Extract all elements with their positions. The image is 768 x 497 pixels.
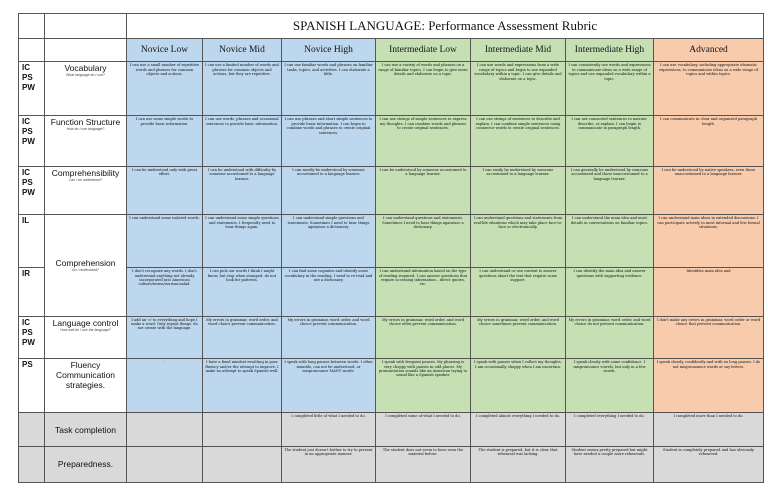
criterion-name: Task completion <box>55 424 116 435</box>
cell-prep-novice-mid <box>203 446 282 482</box>
cell-comprehensibility-advanced: I can be understood by native speakers, even those unaccustomed to a language learner. <box>654 166 764 214</box>
cell-reading-novice-mid: I can pick out words I think I might know, but stop when stumped, do not look for patterns. <box>203 268 282 316</box>
cell-fluency-intermediate-high: I speak clearly with some confidence. I mispronounce vowels, but only in a few words. <box>566 359 654 413</box>
criterion-language-control <box>45 316 127 359</box>
codes-text: IC PS PW <box>22 63 35 93</box>
criterion-name: Comprehensibility <box>51 167 120 178</box>
cell-comprehensibility-novice-high: I can mostly be understood by someone accustomed to a language learner. <box>282 166 376 214</box>
cell-control-advanced: I don't make any errors in grammar, word order or word choice that prevent communication. <box>654 316 764 359</box>
row-codes <box>19 215 45 268</box>
corner-blank <box>19 14 45 39</box>
cell-vocabulary-novice-high: I can use familiar words and phrases on familiar tasks, topics, and activities. I can elaborate a little. <box>282 62 376 116</box>
cell-reading-intermediate-low: I can understand information based on the type of reading required. I can answer questions that require accessing information – direct quotes, etc. <box>376 268 471 316</box>
criterion-function-structure <box>45 116 127 167</box>
cell-reading-novice-low: I don't recognize any words. I don't understand anything not already incorporated into American culture/terms/tourism/salad. <box>127 268 203 316</box>
codes-text: IL <box>22 216 30 226</box>
cell-function-intermediate-low: I can use strings of simple sentences to express my thoughts. I can combine words and phrases to create original sentences. <box>376 116 471 167</box>
cell-prep-novice-low <box>127 446 203 482</box>
cell-task-novice-low <box>127 413 203 447</box>
cell-vocabulary-intermediate-low: I can use a variety of words and phrases on a range of familiar topics. I can begin to give more details and elaborate on a topic. <box>376 62 471 116</box>
cell-control-intermediate-mid: My errors in grammar, word order, and word choice sometimes prevent communication. <box>471 316 566 359</box>
criterion-question: Can I be understood? <box>68 177 103 182</box>
cell-control-novice-high: My errors in grammar, word order, and word choice prevent communication. <box>282 316 376 359</box>
cell-fluency-novice-low: - <box>127 359 203 413</box>
criterion-question: How do I use language? <box>66 127 105 132</box>
row-codes-blank <box>19 446 45 482</box>
cell-fluency-intermediate-mid: I speak with pauses when I collect my thoughts. I am occasionally choppy when I am uncertain. <box>471 359 566 413</box>
cell-task-novice-high: I completed little of what I needed to do. <box>282 413 376 447</box>
codes-text: IC PS PW <box>22 317 35 347</box>
row-codes <box>19 166 45 214</box>
cell-function-intermediate-mid: I can use strings of sentences to describe and explain. I can combine simple sentences using connector words to create original sentences. <box>471 116 566 167</box>
codes-text: IR <box>22 269 30 279</box>
cell-control-novice-mid: My errors in grammar, word order, and word choice prevent communication. <box>203 316 282 359</box>
level-header-intermediate-mid: Intermediate Mid <box>471 38 566 62</box>
cell-reading-novice-high: I can find some cognates and identify some vocabulary in the reading. I need to re-read and use a dictionary. <box>282 268 376 316</box>
cell-function-advanced: I can communicate in clear and organized paragraph length. <box>654 116 764 167</box>
row-codes <box>19 316 45 359</box>
cell-vocabulary-advanced: I can use vocabulary, including appropriate idiomatic expressions, to communicate ideas on a wide range of topics and within topics. <box>654 62 764 116</box>
cell-control-novice-low: I add an 'o' to everything and hope I make a word. Only repeat things, do not create with the language. <box>127 316 203 359</box>
criterion-name: Function Structure <box>50 117 121 128</box>
criterion-preparedness <box>45 446 127 482</box>
cell-listening-intermediate-low: I can understand questions and statements. Sometimes I need to hear things again/use a dictionary. <box>376 215 471 268</box>
codes-text: PS <box>22 360 33 370</box>
page-title: SPANISH LANGUAGE: Performance Assessment Rubric <box>127 14 764 39</box>
cell-function-novice-mid: I can use words, phrases and occasional sentences to provide basic information. <box>203 116 282 167</box>
header-blank-2 <box>45 38 127 62</box>
cell-prep-intermediate-mid: The student is prepared, but it is clear that rehearsal was lacking. <box>471 446 566 482</box>
cell-fluency-novice-mid: I have a fixed mindset resulting in poor fluency and/or the attempt to improve. I make no attempt to speak Spanish well. <box>203 359 282 413</box>
cell-control-intermediate-low: My errors in grammar, word order, and word choice often prevent communication. <box>376 316 471 359</box>
cell-vocabulary-intermediate-mid: I can use words and expressions from a wide range of topics and begin to use expanded vocabulary within a topic. I can give details and elaborate on a topic. <box>471 62 566 116</box>
criterion-fluency <box>45 359 127 413</box>
level-header-novice-mid: Novice Mid <box>203 38 282 62</box>
cell-listening-advanced: I can understand main ideas in extended discussions. I can participate actively in most informal and few formal situations. <box>654 215 764 268</box>
cell-task-intermediate-mid: I completed almost everything I needed to do. <box>471 413 566 447</box>
criterion-comprehensibility <box>45 166 127 214</box>
header-blank <box>19 38 45 62</box>
row-codes <box>19 268 45 316</box>
criterion-vocabulary <box>45 62 127 116</box>
cell-task-intermediate-low: I completed some of what I needed to do. <box>376 413 471 447</box>
codes-text: IC PS PW <box>22 117 35 147</box>
cell-listening-intermediate-high: I can understand the main idea and most details in conversations on familiar topics. <box>566 215 654 268</box>
cell-prep-novice-high: The student just doesn't bother to try to present in an appropriate manner. <box>282 446 376 482</box>
cell-comprehensibility-intermediate-low: I can be understood by someone accustomed to a language learner. <box>376 166 471 214</box>
cell-task-novice-mid <box>203 413 282 447</box>
cell-vocabulary-novice-mid: I can use a limited number of words and phrases for common objects and actions, but they are repetitive. <box>203 62 282 116</box>
criterion-question: How well do I use the language? <box>60 327 111 332</box>
level-header-intermediate-low: Intermediate Low <box>376 38 471 62</box>
cell-fluency-intermediate-low: I speak with frequent pauses. My phrasing is very choppy with pauses in odd places. My pronunciation sounds like an American trying to sound like a Spanish speaker. <box>376 359 471 413</box>
cell-function-novice-high: I can use phrases and short simple sentences to provide basic information. I can begin to combine words and phrases to create original sentences. <box>282 116 376 167</box>
cell-function-intermediate-high: I can use connected sentences to narrate, describe, or explain. I can begin to communicate in paragraph length. <box>566 116 654 167</box>
criterion-name: Fluency Communication strategies. <box>55 360 116 391</box>
row-codes <box>19 359 45 413</box>
criterion-name: Language control <box>52 317 119 328</box>
cell-task-advanced: I completed more than I needed to do. <box>654 413 764 447</box>
row-codes <box>19 62 45 116</box>
cell-prep-intermediate-high: Student seems pretty prepared but might have needed a couple more rehearsals. <box>566 446 654 482</box>
cell-comprehensibility-novice-low: I can be understood only with great effort. <box>127 166 203 214</box>
criterion-name: Comprehension <box>55 257 116 268</box>
cell-listening-intermediate-mid: I can understand questions and statements from real-life situations which may take place face-to-face or electronically. <box>471 215 566 268</box>
cell-reading-intermediate-high: I can identify the main idea and answer questions with supporting evidence. <box>566 268 654 316</box>
corner-blank-2 <box>45 14 127 39</box>
cell-fluency-novice-high: I speak with long pauses between words. I often mumble, can not be understood, or mispronounce MANY words. <box>282 359 376 413</box>
cell-comprehensibility-novice-mid: I can be understood with difficulty by someone accustomed to a language learner. <box>203 166 282 214</box>
cell-reading-advanced: Identifies main idea and <box>654 268 764 316</box>
rubric-table <box>18 13 764 483</box>
cell-comprehensibility-intermediate-mid: I can easily be understood by someone accustomed to a language learner. <box>471 166 566 214</box>
row-codes-blank <box>19 413 45 447</box>
level-header-novice-high: Novice High <box>282 38 376 62</box>
cell-prep-intermediate-low: The student does not seem to have seen the material before. <box>376 446 471 482</box>
criterion-name: Vocabulary <box>64 63 107 74</box>
cell-vocabulary-intermediate-high: I can consistently use words and expressions to communicate ideas on a wide range of topics and use expanded vocabulary within a topic. <box>566 62 654 116</box>
cell-function-novice-low: I can use some simple words to provide basic information. <box>127 116 203 167</box>
cell-prep-advanced: Student is completely prepared and has obviously rehearsed. <box>654 446 764 482</box>
criterion-question: What language do I use? <box>66 73 105 78</box>
cell-fluency-advanced: I speak clearly, confidently and with no long pauses. I do not mispronounce words or say letters. <box>654 359 764 413</box>
level-header-novice-low: Novice Low <box>127 38 203 62</box>
cell-listening-novice-high: I can understand simple questions and statements. Sometimes I need to hear things again/use a dictionary. <box>282 215 376 268</box>
cell-task-intermediate-high: I completed everything I needed to do. <box>566 413 654 447</box>
row-codes <box>19 116 45 167</box>
cell-listening-novice-low: I can understand some isolated words. <box>127 215 203 268</box>
criterion-task-completion <box>45 413 127 447</box>
criterion-comprehension <box>45 215 127 316</box>
cell-control-intermediate-high: My errors in grammar, word order, and word choice do not prevent communication. <box>566 316 654 359</box>
codes-text: IC PS PW <box>22 167 35 197</box>
level-header-intermediate-high: Intermediate High <box>566 38 654 62</box>
level-header-advanced: Advanced <box>654 38 764 62</box>
criterion-question: Do I understand? <box>72 267 99 272</box>
criterion-name: Preparedness. <box>57 459 114 470</box>
cell-vocabulary-novice-low: I can use a small number of repetitive words and phrases for common objects and actions. <box>127 62 203 116</box>
cell-listening-novice-mid: I can understand some simple questions and statements. I frequently need to hear things again. <box>203 215 282 268</box>
cell-reading-intermediate-mid: I can understand or use context to answer questions about the text that require some support. <box>471 268 566 316</box>
cell-comprehensibility-intermediate-high: I can generally be understood by someone accustomed and those unaccustomed to a language learner. <box>566 166 654 214</box>
